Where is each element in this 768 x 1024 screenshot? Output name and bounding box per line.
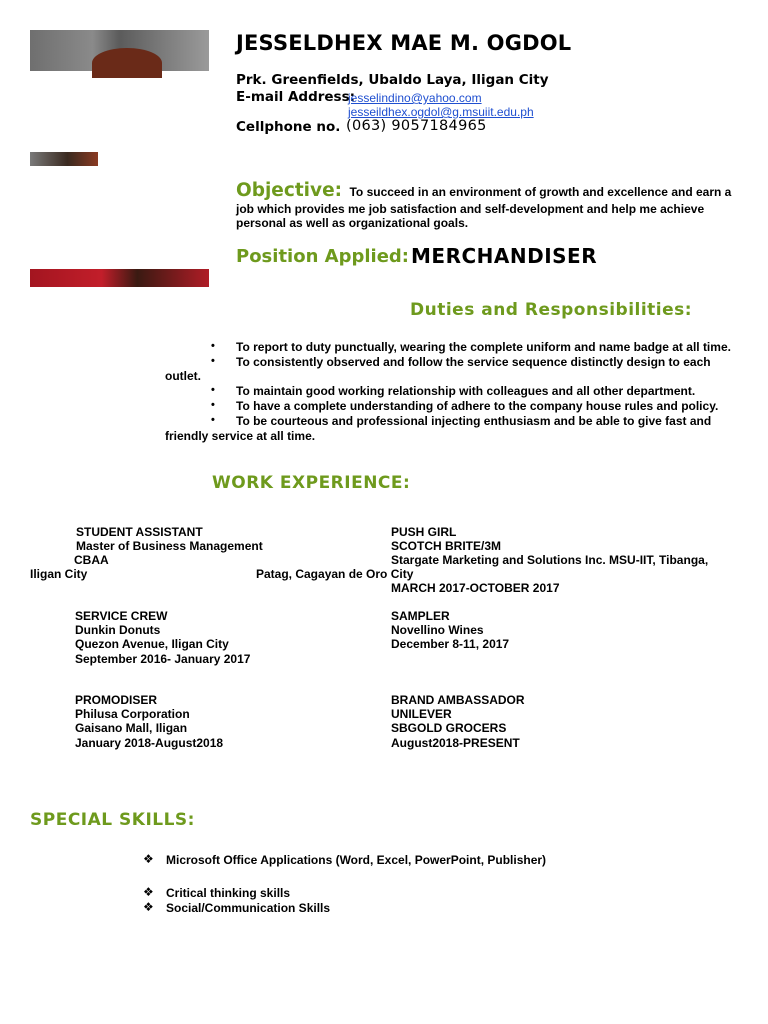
job-dates: MARCH 2017-OCTOBER 2017 [391,581,560,595]
job-location: Iligan City [30,567,88,581]
diamond-bullet-icon: ❖ [143,900,154,914]
bullet-icon: • [211,399,215,411]
email-label: E-mail Address: [236,89,356,105]
objective-text-line2: job which provides me job satisfaction and self-development and help me achieve [236,202,705,216]
job-title: SAMPLER [391,609,450,623]
objective-text-line1: To succeed in an environment of growth and excellence and earn a [349,185,732,199]
job-title: STUDENT ASSISTANT [76,525,203,539]
skill-item: Microsoft Office Applications (Word, Excel, PowerPoint, Publisher) [166,853,547,867]
job-entry [75,609,250,666]
job-dates: September 2016- January 2017 [75,651,251,666]
diamond-bullet-icon: ❖ [143,852,154,866]
email-link-yahoo[interactable]: jesselindino@yahoo.com [348,91,482,105]
job-title: BRAND AMBASSADOR [391,693,525,707]
job-title: PUSH GIRL [391,525,457,539]
duties-title: Duties and Responsibilities: [410,300,693,320]
special-skills-title: SPECIAL SKILLS: [30,810,195,830]
diamond-bullet-icon: ❖ [143,885,154,899]
job-employer: Philusa Corporation [75,707,190,722]
duty-item-2-cont: outlet. [165,369,201,383]
duty-item-1: To report to duty punctually, wearing the complete uniform and name badge at all time. [236,340,731,354]
job-company: Stargate Marketing and Solutions Inc. MSU-IIT, Tibanga, [391,553,709,568]
duty-item-2: To consistently observed and follow the service sequence distinctly design to each [236,355,711,369]
position-label: Position Applied: [236,246,409,267]
job-entry [76,525,263,568]
duty-item-5-cont: friendly service at all time. [165,429,316,443]
job-dates: August2018-PRESENT [391,735,520,750]
profile-photo-bottom [30,269,209,287]
phone-label: Cellphone no. [236,119,341,135]
duty-item-3: To maintain good working relationship with colleagues and all other department. [236,384,696,398]
work-experience-title: WORK EXPERIENCE: [212,473,411,493]
job-employer: Dunkin Donuts [75,623,161,638]
job-title: PROMODISER [75,693,158,707]
applicant-name: JESSELDHEX MAE M. OGDOL [236,31,572,55]
job-dates: December 8-11, 2017 [391,637,510,652]
job-employer: Novellino Wines [391,623,484,638]
job-location: Gaisano Mall, Iligan [75,721,188,736]
job-unit: CBAA [74,553,109,568]
job-employer: UNILEVER [391,707,452,722]
address: Prk. Greenfields, Ubaldo Laya, Iligan City [236,72,549,88]
objective-text-line3: personal as well as organizational goals. [236,216,469,230]
skill-item: Critical thinking skills [166,886,291,900]
job-title: SERVICE CREW [75,609,168,623]
profile-photo-top [30,30,209,71]
bullet-icon: • [211,340,215,352]
duty-item-4: To have a complete understanding of adhere to the company house rules and policy. [236,399,719,413]
job-location: SBGOLD GROCERS [391,721,507,736]
phone-number: (063) 9057184965 [346,118,487,134]
job-employer: Master of Business Management [76,539,263,554]
job-entry [391,609,509,652]
job-entry [75,693,223,750]
duty-item-5: To be courteous and professional injecting enthusiasm and be able to give fast and [236,414,712,428]
profile-photo-middle [30,152,98,166]
bullet-icon: • [211,355,215,367]
position-value: MERCHANDISER [411,244,598,268]
objective-label: Objective: [236,180,343,201]
skill-item: Social/Communication Skills [166,901,331,915]
bullet-icon: • [211,384,215,396]
objective-section [236,180,736,201]
job-dates: January 2018-August2018 [75,735,224,750]
bullet-icon: • [211,414,215,426]
job-location-2: Patag, Cagayan de Oro City [256,567,414,581]
job-entry [391,525,708,568]
job-entry [391,693,525,750]
job-employer: SCOTCH BRITE/3M [391,539,502,554]
email-link-msuiit[interactable]: jesseildhex.ogdol@g.msuiit.edu.ph [348,105,534,119]
job-location: Quezon Avenue, Iligan City [75,637,229,652]
